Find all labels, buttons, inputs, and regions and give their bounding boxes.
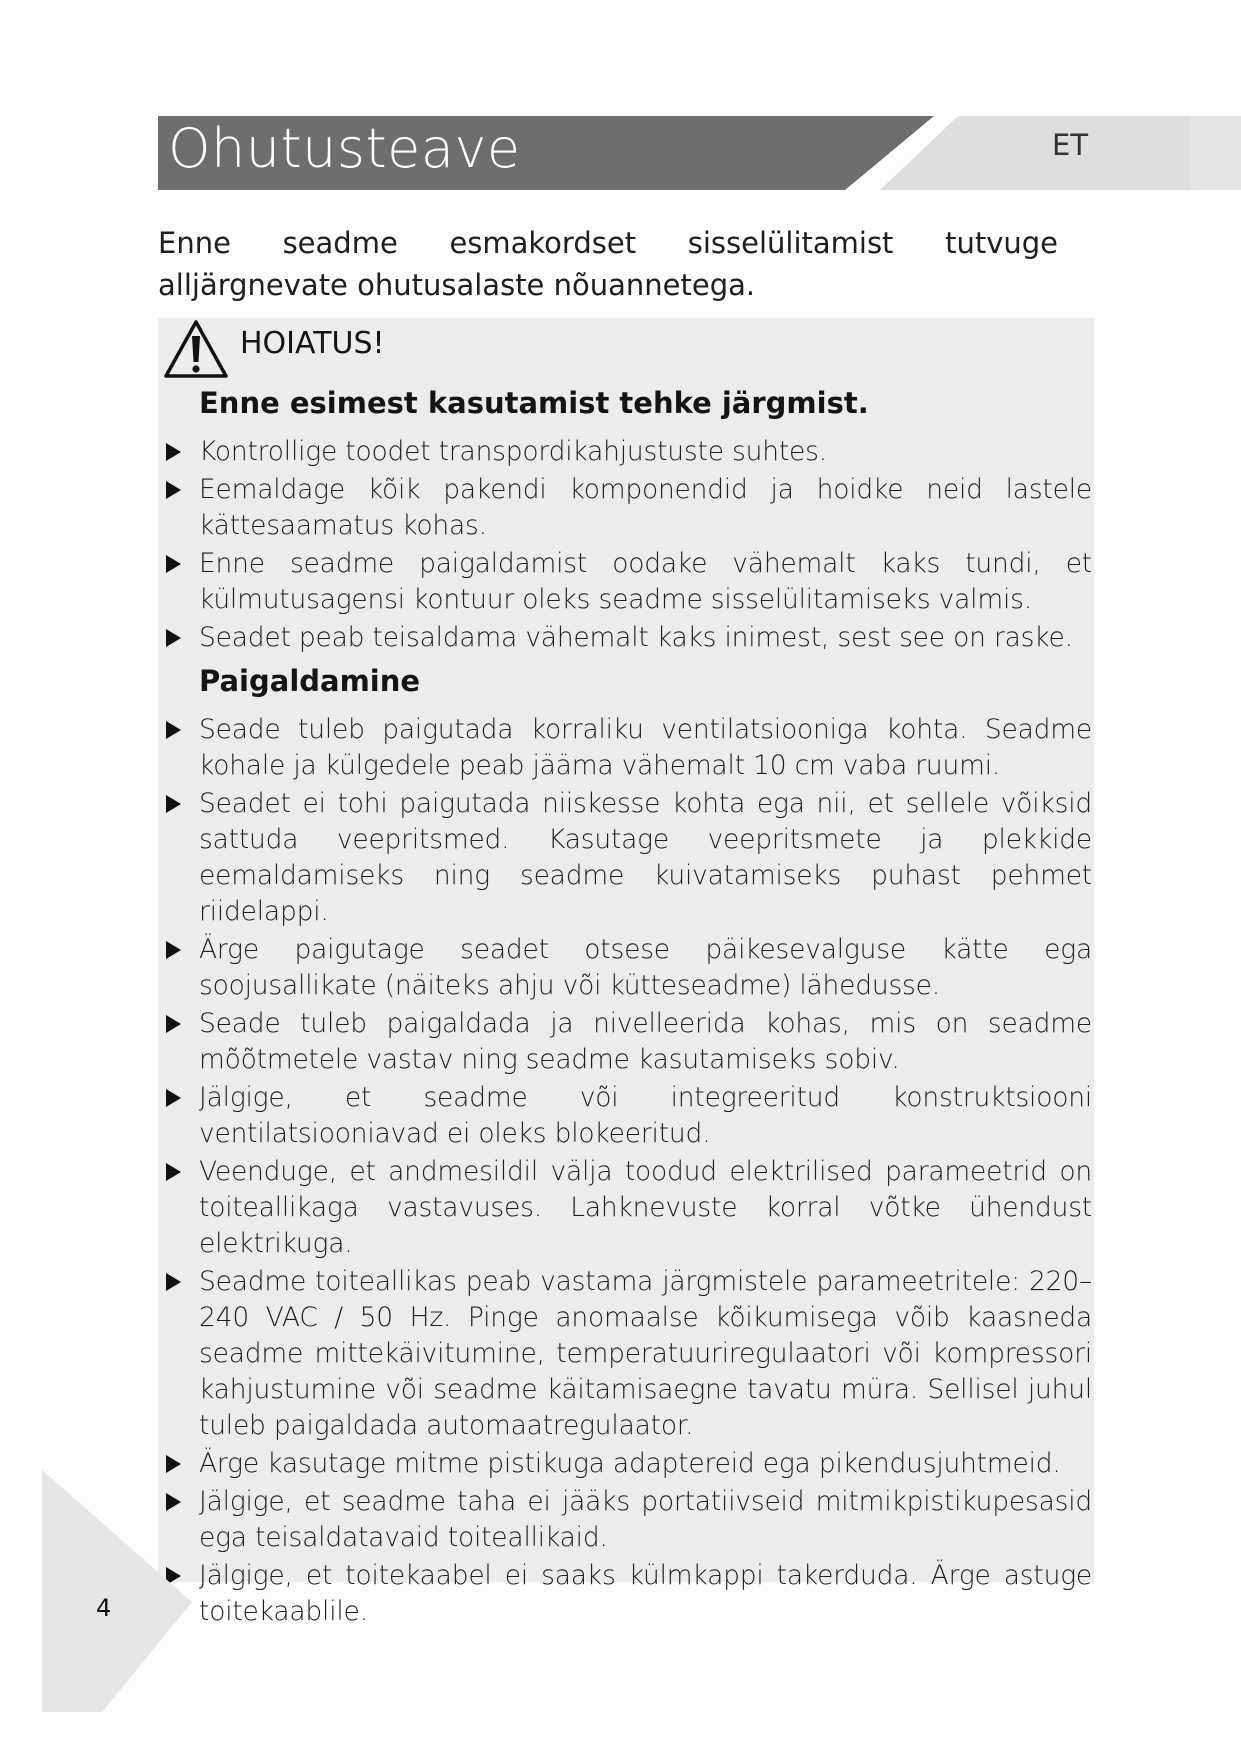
list-item-text: Jälgige, et toitekaabel ei saaks külmkappi takerduda. Ärge astuge toitekaablile. (199, 1560, 1092, 1627)
list-item (162, 932, 1092, 1004)
section-heading-installation: Paigaldamine (199, 664, 421, 698)
bullet-arrow-icon (166, 1015, 181, 1033)
list-item (162, 1264, 1092, 1444)
list-item-text: Eemaldage kõik pakendi komponendid ja hoidke neid lastele kättesaamatus kohas. (199, 474, 1092, 541)
bullet-arrow-icon (166, 1089, 181, 1107)
page-corner-arrow (42, 1470, 192, 1712)
before-use-list (162, 434, 1092, 658)
list-item (162, 712, 1092, 784)
list-item-text: Ärge paigutage seadet otsese päikesevalguse kätte ega soojusallikate (näiteks ahju või kütteseadme) lähedusse. (199, 934, 1092, 1001)
list-item (162, 1558, 1092, 1630)
list-item (162, 1446, 1092, 1482)
list-item-text: Jälgige, et seadme taha ei jääks portatiivseid mitmikpistikupesasid ega teisaldatavaid toiteallikaid. (199, 1486, 1092, 1553)
section-heading-before-use: Enne esimest kasutamist tehke järgmist. (199, 386, 869, 420)
warning-triangle-icon (162, 318, 230, 380)
list-item (162, 434, 1092, 470)
list-item (162, 1006, 1092, 1078)
bullet-arrow-icon (166, 481, 181, 499)
header-banner (0, 0, 1241, 240)
list-item-text: Enne seadme paigaldamist oodake vähemalt kaks tundi, et külmutusagensi kontuur oleks seadme sisselülitamiseks valmis. (199, 548, 1092, 615)
intro-text: Enne seadme esmakordset sisselülitamist tutvuge alljärgnevate ohutusalaste nõuannetega. (158, 226, 1058, 302)
list-item-text: Kontrollige toodet transpordikahjustuste suhtes. (199, 436, 827, 467)
warning-title: HOIATUS! (240, 326, 385, 361)
list-item-text: Seadme toiteallikas peab vastama järgmistele parameetritele: 220–240 VAC / 50 Hz. Pinge anomaalse kõikumisega võib kaasneda seadme mittekäivitumine, temperatuuriregulaatori või kompressori kahjustumine või seadme käitamisaegne tavatu müra. Sellisel juhul tuleb paigaldada automaatregulaator. (199, 1266, 1092, 1441)
list-item-text: Ärge kasutage mitme pistikuga adaptereid ega pikendusjuhtmeid. (199, 1448, 1061, 1479)
list-item-text: Seadet ei tohi paigutada niiskesse kohta ega nii, et sellele võiksid sattuda veepritsmed. Kasutage veepritsmete ja plekkide eemaldamiseks ning seadme kuivatamiseks puhast pehmet riidelappi. (199, 788, 1092, 927)
bullet-arrow-icon (166, 1163, 181, 1181)
bullet-arrow-icon (166, 941, 181, 959)
list-item (162, 1484, 1092, 1556)
list-item (162, 1080, 1092, 1152)
list-item-text: Seade tuleb paigaldada ja nivelleerida kohas, mis on seadme mõõtmetele vastav ning seadme kasutamiseks sobiv. (199, 1008, 1092, 1075)
list-item (162, 1154, 1092, 1262)
language-code: ET (1052, 128, 1089, 162)
list-item-text: Seade tuleb paigutada korraliku ventilatsiooniga kohta. Seadme kohale ja külgedele peab jääma vähemalt 10 cm vaba ruumi. (199, 714, 1092, 781)
installation-list (162, 712, 1092, 1632)
page-title: Ohutusteave (168, 117, 521, 180)
bullet-arrow-icon (166, 1273, 181, 1291)
bullet-arrow-icon (166, 555, 181, 573)
list-item (162, 472, 1092, 544)
bullet-arrow-icon (166, 443, 181, 461)
list-item (162, 786, 1092, 930)
bullet-arrow-icon (166, 795, 181, 813)
list-item-text: Seadet peab teisaldama vähemalt kaks inimest, sest see on raske. (199, 622, 1073, 653)
page-number: 4 (96, 1594, 112, 1622)
list-item (162, 620, 1092, 656)
list-item (162, 546, 1092, 618)
list-item-text: Veenduge, et andmesildil välja toodud elektrilised parameetrid on toiteallikaga vastavuses. Lahknevuste korral võtke ühendust elektrikuga. (199, 1156, 1092, 1259)
list-item-text: Jälgige, et seadme või integreeritud konstruktsiooni ventilatsiooniavad ei oleks blokeeritud. (199, 1082, 1092, 1149)
bullet-arrow-icon (166, 629, 181, 647)
bullet-arrow-icon (166, 721, 181, 739)
